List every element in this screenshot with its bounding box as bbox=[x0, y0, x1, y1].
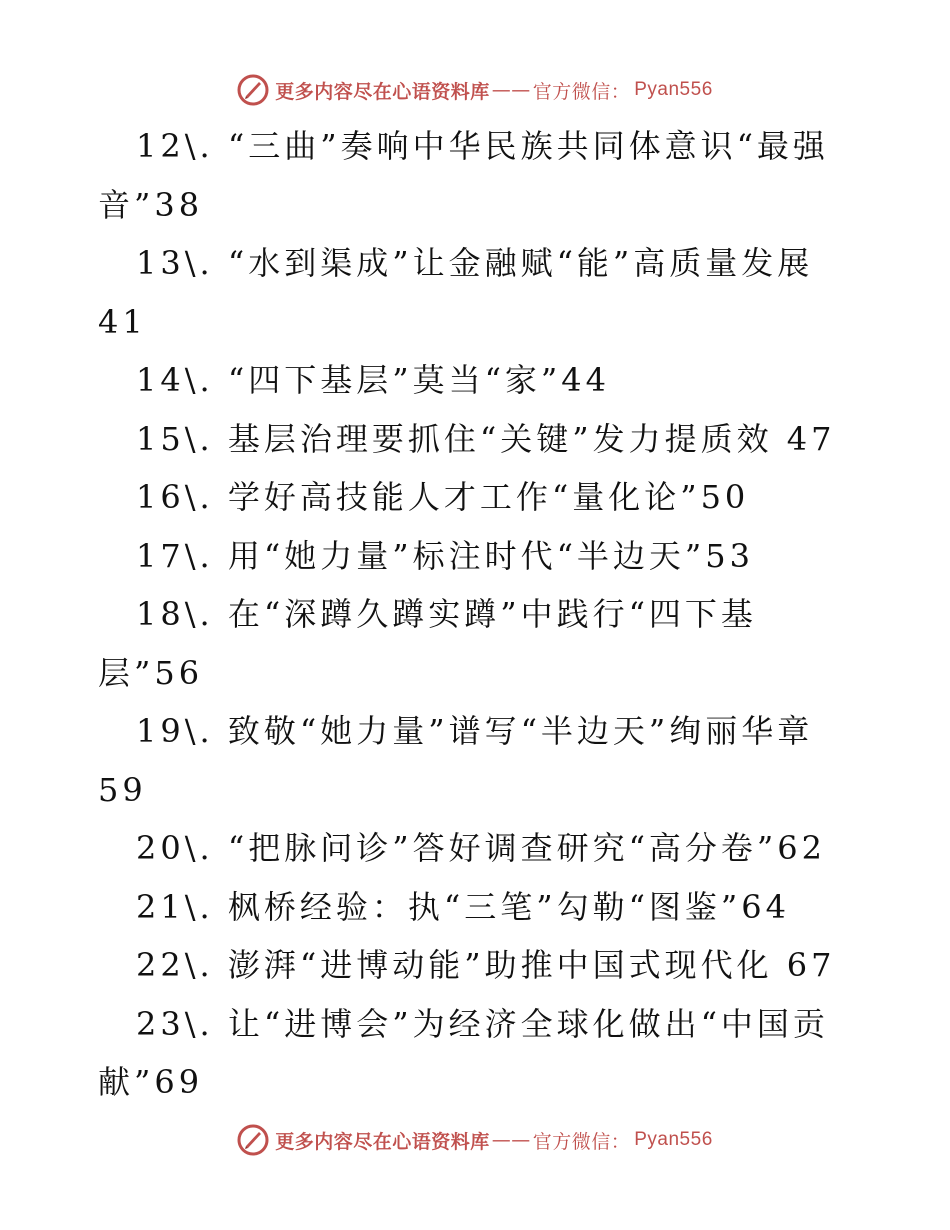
toc-entry: 13\. “水到渠成”让金融赋“能”高质量发展 bbox=[136, 244, 814, 282]
header-banner bbox=[0, 70, 950, 110]
toc-entry: 14\. “四下基层”莫当“家”44 bbox=[136, 361, 611, 399]
toc-entry-continuation: 59 bbox=[98, 770, 147, 809]
footer-wechat-id: Pyan556 bbox=[634, 1129, 713, 1150]
toc-entry: 17\. 用“她力量”标注时代“半边天”53 bbox=[136, 536, 755, 575]
toc-entry: 20\. “把脉问诊”答好调查研究“高分卷”62 bbox=[136, 829, 827, 867]
footer-main-text: 更多内容尽在心语资料库 bbox=[275, 1130, 490, 1153]
toc-entry: 15\. 基层治理要抓住“关键”发力提质效 47 bbox=[136, 419, 836, 458]
header-dash: —— bbox=[491, 79, 531, 101]
header-main-text: 更多内容尽在心语资料库 bbox=[275, 80, 490, 103]
toc-entry-continuation: 献”69 bbox=[98, 1063, 204, 1101]
toc-entry: 21\. 枫桥经验：执“三笔”勾勒“图鉴”64 bbox=[136, 887, 791, 926]
toc-entry: 22\. 澎湃“进博动能”助推中国式现代化 67 bbox=[136, 946, 836, 984]
quill-logo-icon bbox=[237, 74, 269, 106]
header-wechat-label: 官方微信： bbox=[532, 80, 631, 103]
toc-entry-continuation: 音”38 bbox=[98, 185, 204, 224]
toc-entry: 19\. 致敬“她力量”谱写“半边天”绚丽华章 bbox=[136, 712, 814, 750]
footer-wechat-label: 官方微信： bbox=[532, 1130, 631, 1153]
footer-banner bbox=[0, 1120, 950, 1160]
toc-entry-continuation: 41 bbox=[98, 302, 147, 341]
toc-entry: 18\. 在“深蹲久蹲实蹲”中践行“四下基 bbox=[136, 595, 757, 633]
toc-entry: 12\. “三曲”奏响中华民族共同体意识“最强 bbox=[136, 127, 829, 165]
toc-entry: 23\. 让“进博会”为经济全球化做出“中国贡 bbox=[136, 1004, 829, 1043]
header-wechat-id: Pyan556 bbox=[634, 79, 713, 100]
footer-dash: —— bbox=[491, 1129, 531, 1151]
toc-entry-continuation: 层”56 bbox=[98, 653, 204, 692]
quill-logo-icon bbox=[237, 1124, 269, 1156]
toc-entry: 16\. 学好高技能人才工作“量化论”50 bbox=[136, 478, 750, 516]
